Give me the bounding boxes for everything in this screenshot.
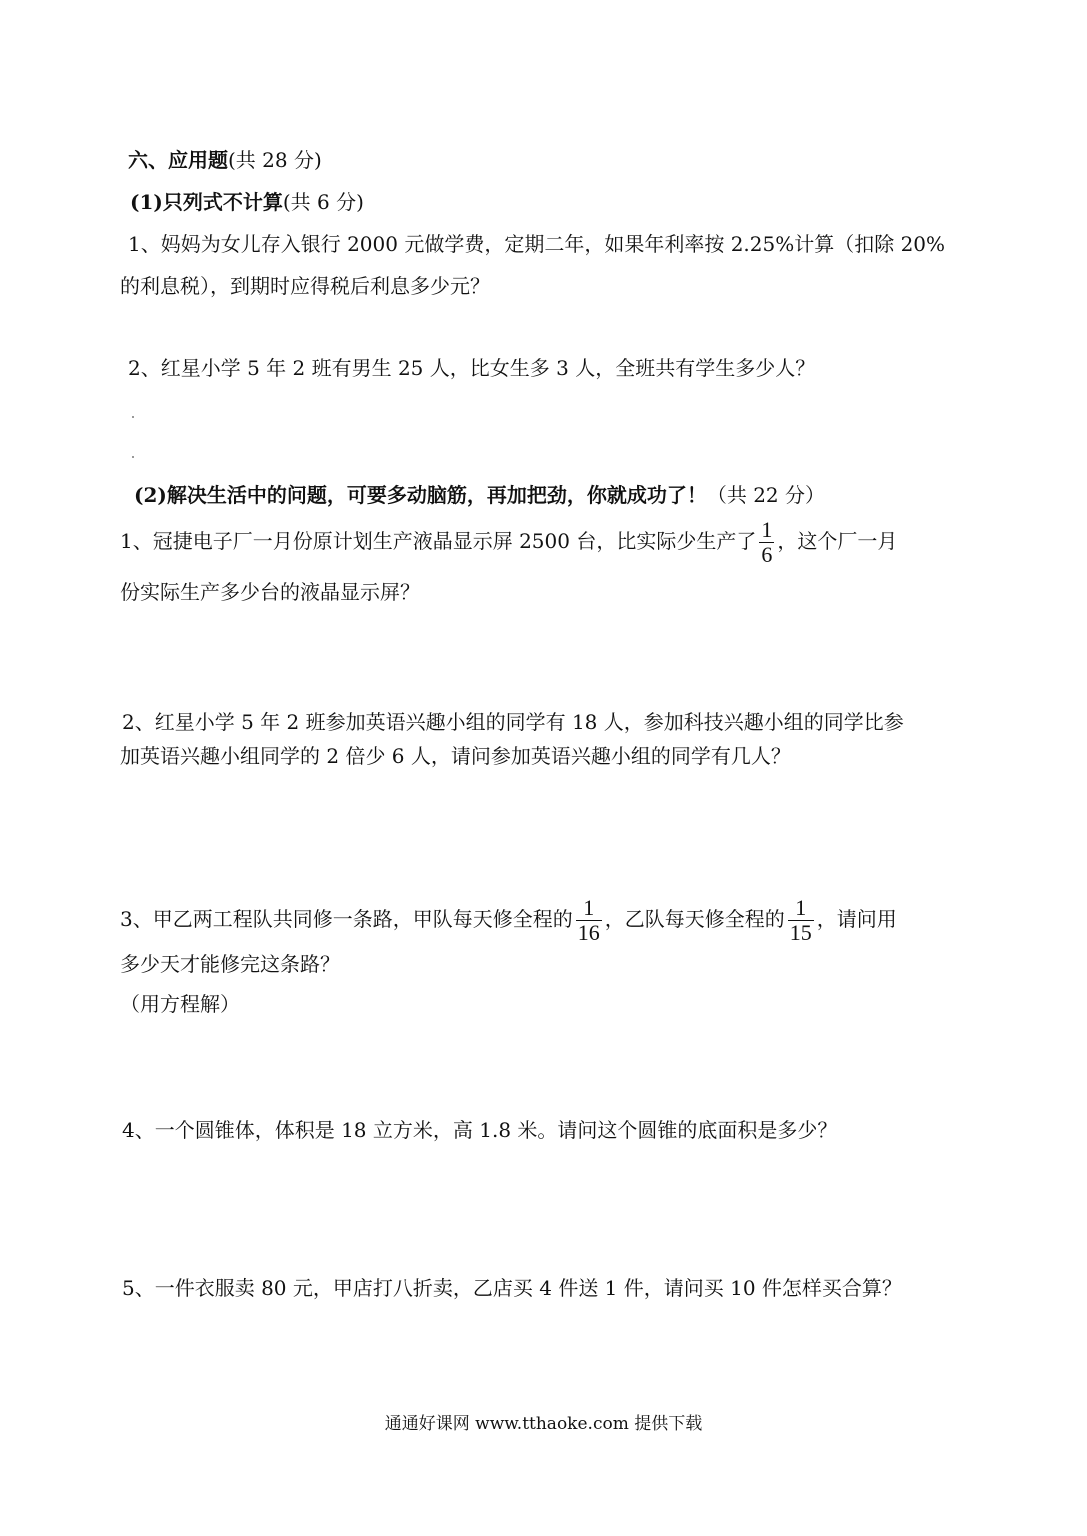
fraction-one-sixteenth [576,896,602,945]
part1-q1-line1: 1、妈妈为女儿存入银行 2000 元做学费，定期二年，如果年利率按 2.25%计算（扣除 20% [128,232,946,256]
fraction-one-fifteenth [788,896,814,945]
part1-q1-line2: 的利息税），到期时应得税后利息多少元？ [120,274,490,298]
section-score: (共 28 分) [228,148,322,172]
part1-score: (共 6 分) [282,190,364,214]
part2-q4: 4、一个圆锥体，体积是 18 立方米，高 1.8 米。请问这个圆锥的底面积是多少？ [122,1118,838,1142]
fraction-one-sixth [759,518,774,567]
part2-q1-line1 [120,516,897,567]
part2-q5: 5、一件衣服卖 80 元，甲店打八折卖，乙店买 4 件送 1 件，请问买 10 件怎样买合算？ [122,1276,902,1300]
part1-q2: 2、红星小学 5 年 2 班有男生 25 人，比女生多 3 人，全班共有学生多少人？ [128,356,816,380]
fraction-numerator: 1 [576,896,602,921]
scan-mark [132,456,134,458]
part1-heading [130,188,364,216]
part2-q3-text-b: ，乙队每天修全程的 [604,907,785,931]
part2-q1-text-a: 1、冠捷电子厂一月份原计划生产液晶显示屏 2500 台，比实际少生产了 [120,529,757,553]
part2-q2-line1: 2、红星小学 5 年 2 班参加英语兴趣小组的同学有 18 人，参加科技兴趣小组的同学比参 [122,710,904,734]
part2-q2-line2: 加英语兴趣小组同学的 2 倍少 6 人，请问参加英语兴趣小组的同学有几人？ [120,744,791,768]
page-footer: 通通好课网 www.tthaoke.com 提供下载 [384,1414,703,1434]
part1-title: (1)只列式不计算 [130,190,283,214]
part2-q3-line1 [120,894,897,945]
section-heading [128,146,322,174]
scan-mark [132,416,134,418]
part2-score: （共 22 分） [706,483,826,507]
part2-title: (2)解决生活中的问题，可要多动脑筋，再加把劲，你就成功了！ [134,483,707,507]
part2-q1-line2: 份实际生产多少台的液晶显示屏？ [120,580,420,604]
section-title: 六、应用题 [128,148,228,172]
fraction-denominator: 15 [789,920,812,945]
part2-q1-text-b: ，这个厂一月 [777,529,898,553]
part2-q3-note: （用方程解） [120,992,240,1016]
part2-q3-line2: 多少天才能修完这条路？ [120,952,340,976]
fraction-numerator: 1 [788,896,814,921]
part2-q3-text-a: 3、甲乙两工程队共同修一条路，甲队每天修全程的 [120,907,573,931]
part2-heading [134,481,825,509]
part2-q3-text-c: ，请问用 [816,907,897,931]
fraction-denominator: 6 [761,542,773,567]
fraction-denominator: 16 [577,920,600,945]
fraction-numerator: 1 [761,517,773,542]
